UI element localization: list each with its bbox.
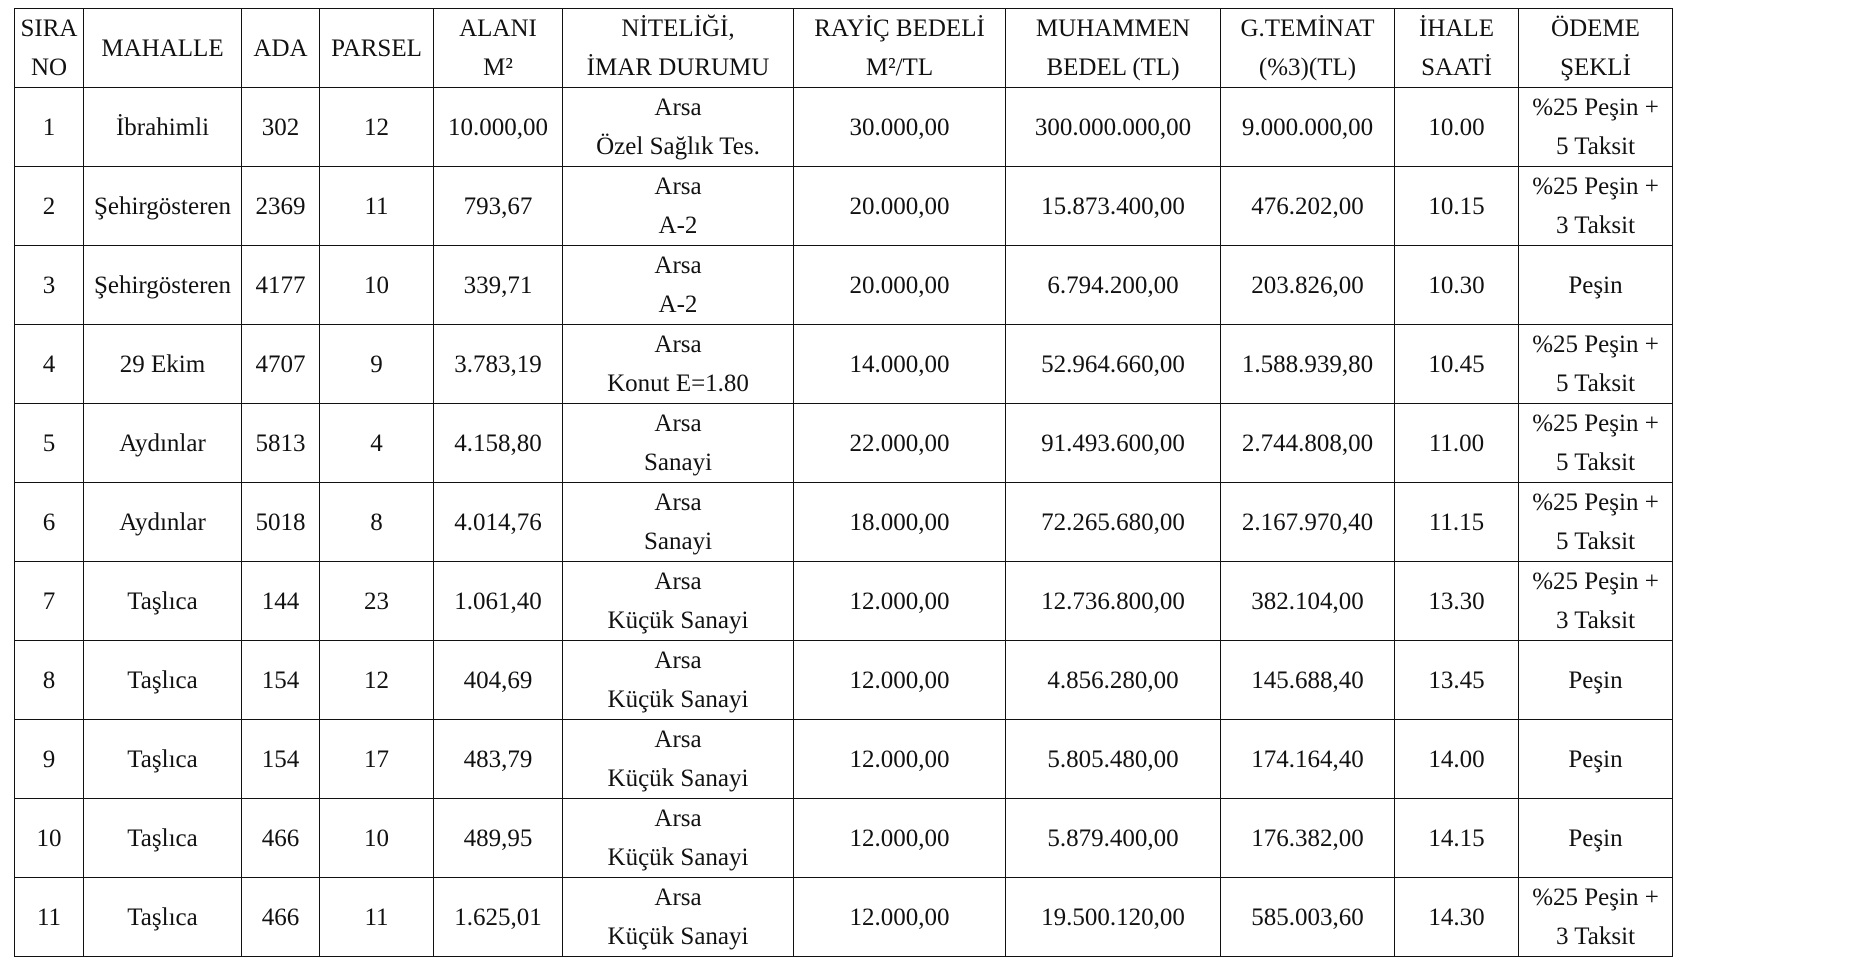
- cell-sira-no: 4: [15, 325, 84, 404]
- cell-mahalle: Taşlıca: [84, 878, 242, 957]
- table-row: [15, 88, 1673, 167]
- cell-teminat: 9.000.000,00: [1221, 88, 1395, 167]
- cell-ada: 4707: [242, 325, 320, 404]
- cell-parsel: 11: [320, 167, 434, 246]
- cell-niteligi: Arsa Sanayi: [563, 404, 794, 483]
- cell-sira-no: 11: [15, 878, 84, 957]
- cell-teminat: 476.202,00: [1221, 167, 1395, 246]
- cell-ada: 466: [242, 799, 320, 878]
- cell-odeme-sekli: %25 Peşin + 3 Taksit: [1519, 562, 1673, 641]
- cell-mahalle: 29 Ekim: [84, 325, 242, 404]
- cell-parsel: 8: [320, 483, 434, 562]
- cell-ihale-saati: 11.15: [1395, 483, 1519, 562]
- header-row: [15, 9, 1673, 88]
- cell-ada: 144: [242, 562, 320, 641]
- cell-ada: 2369: [242, 167, 320, 246]
- cell-ada: 466: [242, 878, 320, 957]
- cell-ihale-saati: 10.15: [1395, 167, 1519, 246]
- cell-rayic-bedeli: 12.000,00: [794, 720, 1006, 799]
- cell-muhammen-bedel: 91.493.600,00: [1006, 404, 1221, 483]
- cell-ihale-saati: 11.00: [1395, 404, 1519, 483]
- cell-teminat: 176.382,00: [1221, 799, 1395, 878]
- cell-sira-no: 1: [15, 88, 84, 167]
- cell-sira-no: 9: [15, 720, 84, 799]
- cell-muhammen-bedel: 15.873.400,00: [1006, 167, 1221, 246]
- cell-alani: 404,69: [434, 641, 563, 720]
- table-row: [15, 562, 1673, 641]
- cell-teminat: 585.003,60: [1221, 878, 1395, 957]
- header-niteligi: NİTELİĞİ, İMAR DURUMU: [563, 9, 794, 88]
- table-row: [15, 878, 1673, 957]
- cell-niteligi: Arsa Konut E=1.80: [563, 325, 794, 404]
- cell-ihale-saati: 10.45: [1395, 325, 1519, 404]
- table-row: [15, 641, 1673, 720]
- cell-odeme-sekli: %25 Peşin + 3 Taksit: [1519, 878, 1673, 957]
- cell-muhammen-bedel: 72.265.680,00: [1006, 483, 1221, 562]
- cell-ihale-saati: 10.30: [1395, 246, 1519, 325]
- cell-alani: 339,71: [434, 246, 563, 325]
- cell-ihale-saati: 14.00: [1395, 720, 1519, 799]
- cell-alani: 1.061,40: [434, 562, 563, 641]
- table-row: [15, 720, 1673, 799]
- cell-odeme-sekli: Peşin: [1519, 720, 1673, 799]
- cell-alani: 10.000,00: [434, 88, 563, 167]
- cell-muhammen-bedel: 300.000.000,00: [1006, 88, 1221, 167]
- cell-mahalle: Taşlıca: [84, 720, 242, 799]
- cell-niteligi: Arsa A-2: [563, 167, 794, 246]
- cell-alani: 489,95: [434, 799, 563, 878]
- table-row: [15, 799, 1673, 878]
- cell-alani: 4.158,80: [434, 404, 563, 483]
- table-row: [15, 246, 1673, 325]
- cell-sira-no: 3: [15, 246, 84, 325]
- cell-sira-no: 8: [15, 641, 84, 720]
- cell-alani: 3.783,19: [434, 325, 563, 404]
- cell-rayic-bedeli: 12.000,00: [794, 878, 1006, 957]
- cell-sira-no: 6: [15, 483, 84, 562]
- table-row: [15, 404, 1673, 483]
- cell-niteligi: Arsa Küçük Sanayi: [563, 562, 794, 641]
- header-parsel: PARSEL: [320, 9, 434, 88]
- cell-muhammen-bedel: 12.736.800,00: [1006, 562, 1221, 641]
- cell-alani: 793,67: [434, 167, 563, 246]
- cell-odeme-sekli: %25 Peşin + 5 Taksit: [1519, 88, 1673, 167]
- cell-teminat: 2.167.970,40: [1221, 483, 1395, 562]
- cell-parsel: 23: [320, 562, 434, 641]
- auction-table: [14, 8, 1673, 957]
- cell-sira-no: 10: [15, 799, 84, 878]
- cell-rayic-bedeli: 30.000,00: [794, 88, 1006, 167]
- header-ada: ADA: [242, 9, 320, 88]
- cell-ihale-saati: 13.45: [1395, 641, 1519, 720]
- cell-ihale-saati: 10.00: [1395, 88, 1519, 167]
- cell-mahalle: Şehirgösteren: [84, 167, 242, 246]
- cell-teminat: 382.104,00: [1221, 562, 1395, 641]
- cell-sira-no: 7: [15, 562, 84, 641]
- cell-parsel: 11: [320, 878, 434, 957]
- cell-mahalle: Taşlıca: [84, 799, 242, 878]
- cell-ihale-saati: 13.30: [1395, 562, 1519, 641]
- cell-rayic-bedeli: 18.000,00: [794, 483, 1006, 562]
- cell-muhammen-bedel: 19.500.120,00: [1006, 878, 1221, 957]
- cell-odeme-sekli: Peşin: [1519, 799, 1673, 878]
- cell-parsel: 10: [320, 246, 434, 325]
- cell-teminat: 174.164,40: [1221, 720, 1395, 799]
- header-sira-no: SIRA NO: [15, 9, 84, 88]
- cell-odeme-sekli: %25 Peşin + 3 Taksit: [1519, 167, 1673, 246]
- table-row: [15, 483, 1673, 562]
- cell-muhammen-bedel: 6.794.200,00: [1006, 246, 1221, 325]
- cell-ada: 5018: [242, 483, 320, 562]
- cell-sira-no: 5: [15, 404, 84, 483]
- cell-rayic-bedeli: 12.000,00: [794, 641, 1006, 720]
- cell-muhammen-bedel: 4.856.280,00: [1006, 641, 1221, 720]
- cell-mahalle: Taşlıca: [84, 641, 242, 720]
- header-muhammen-bedel: MUHAMMEN BEDEL (TL): [1006, 9, 1221, 88]
- cell-parsel: 10: [320, 799, 434, 878]
- cell-alani: 483,79: [434, 720, 563, 799]
- cell-mahalle: Aydınlar: [84, 483, 242, 562]
- header-alani: ALANI M²: [434, 9, 563, 88]
- cell-muhammen-bedel: 52.964.660,00: [1006, 325, 1221, 404]
- cell-niteligi: Arsa A-2: [563, 246, 794, 325]
- header-ihale-saati: İHALE SAATİ: [1395, 9, 1519, 88]
- cell-muhammen-bedel: 5.879.400,00: [1006, 799, 1221, 878]
- cell-mahalle: İbrahimli: [84, 88, 242, 167]
- cell-niteligi: Arsa Sanayi: [563, 483, 794, 562]
- cell-rayic-bedeli: 20.000,00: [794, 167, 1006, 246]
- cell-odeme-sekli: Peşin: [1519, 246, 1673, 325]
- cell-parsel: 12: [320, 641, 434, 720]
- header-mahalle: MAHALLE: [84, 9, 242, 88]
- cell-mahalle: Taşlıca: [84, 562, 242, 641]
- cell-rayic-bedeli: 14.000,00: [794, 325, 1006, 404]
- cell-muhammen-bedel: 5.805.480,00: [1006, 720, 1221, 799]
- cell-rayic-bedeli: 20.000,00: [794, 246, 1006, 325]
- cell-odeme-sekli: %25 Peşin + 5 Taksit: [1519, 483, 1673, 562]
- cell-parsel: 17: [320, 720, 434, 799]
- cell-teminat: 2.744.808,00: [1221, 404, 1395, 483]
- cell-niteligi: Arsa Küçük Sanayi: [563, 720, 794, 799]
- cell-alani: 4.014,76: [434, 483, 563, 562]
- table-row: [15, 167, 1673, 246]
- cell-ihale-saati: 14.15: [1395, 799, 1519, 878]
- cell-parsel: 12: [320, 88, 434, 167]
- cell-teminat: 145.688,40: [1221, 641, 1395, 720]
- header-teminat: G.TEMİNAT (%3)(TL): [1221, 9, 1395, 88]
- cell-niteligi: Arsa Küçük Sanayi: [563, 878, 794, 957]
- cell-niteligi: Arsa Özel Sağlık Tes.: [563, 88, 794, 167]
- cell-teminat: 1.588.939,80: [1221, 325, 1395, 404]
- cell-ada: 154: [242, 720, 320, 799]
- cell-mahalle: Şehirgösteren: [84, 246, 242, 325]
- header-rayic-bedeli: RAYİÇ BEDELİ M²/TL: [794, 9, 1006, 88]
- cell-parsel: 4: [320, 404, 434, 483]
- cell-odeme-sekli: %25 Peşin + 5 Taksit: [1519, 404, 1673, 483]
- header-odeme-sekli: ÖDEME ŞEKLİ: [1519, 9, 1673, 88]
- cell-ada: 5813: [242, 404, 320, 483]
- table-row: [15, 325, 1673, 404]
- cell-alani: 1.625,01: [434, 878, 563, 957]
- cell-sira-no: 2: [15, 167, 84, 246]
- cell-niteligi: Arsa Küçük Sanayi: [563, 641, 794, 720]
- cell-teminat: 203.826,00: [1221, 246, 1395, 325]
- cell-ada: 4177: [242, 246, 320, 325]
- cell-ada: 154: [242, 641, 320, 720]
- cell-rayic-bedeli: 22.000,00: [794, 404, 1006, 483]
- cell-odeme-sekli: %25 Peşin + 5 Taksit: [1519, 325, 1673, 404]
- cell-ihale-saati: 14.30: [1395, 878, 1519, 957]
- cell-odeme-sekli: Peşin: [1519, 641, 1673, 720]
- cell-parsel: 9: [320, 325, 434, 404]
- cell-niteligi: Arsa Küçük Sanayi: [563, 799, 794, 878]
- table-body: [15, 88, 1673, 957]
- cell-rayic-bedeli: 12.000,00: [794, 799, 1006, 878]
- cell-ada: 302: [242, 88, 320, 167]
- cell-mahalle: Aydınlar: [84, 404, 242, 483]
- cell-rayic-bedeli: 12.000,00: [794, 562, 1006, 641]
